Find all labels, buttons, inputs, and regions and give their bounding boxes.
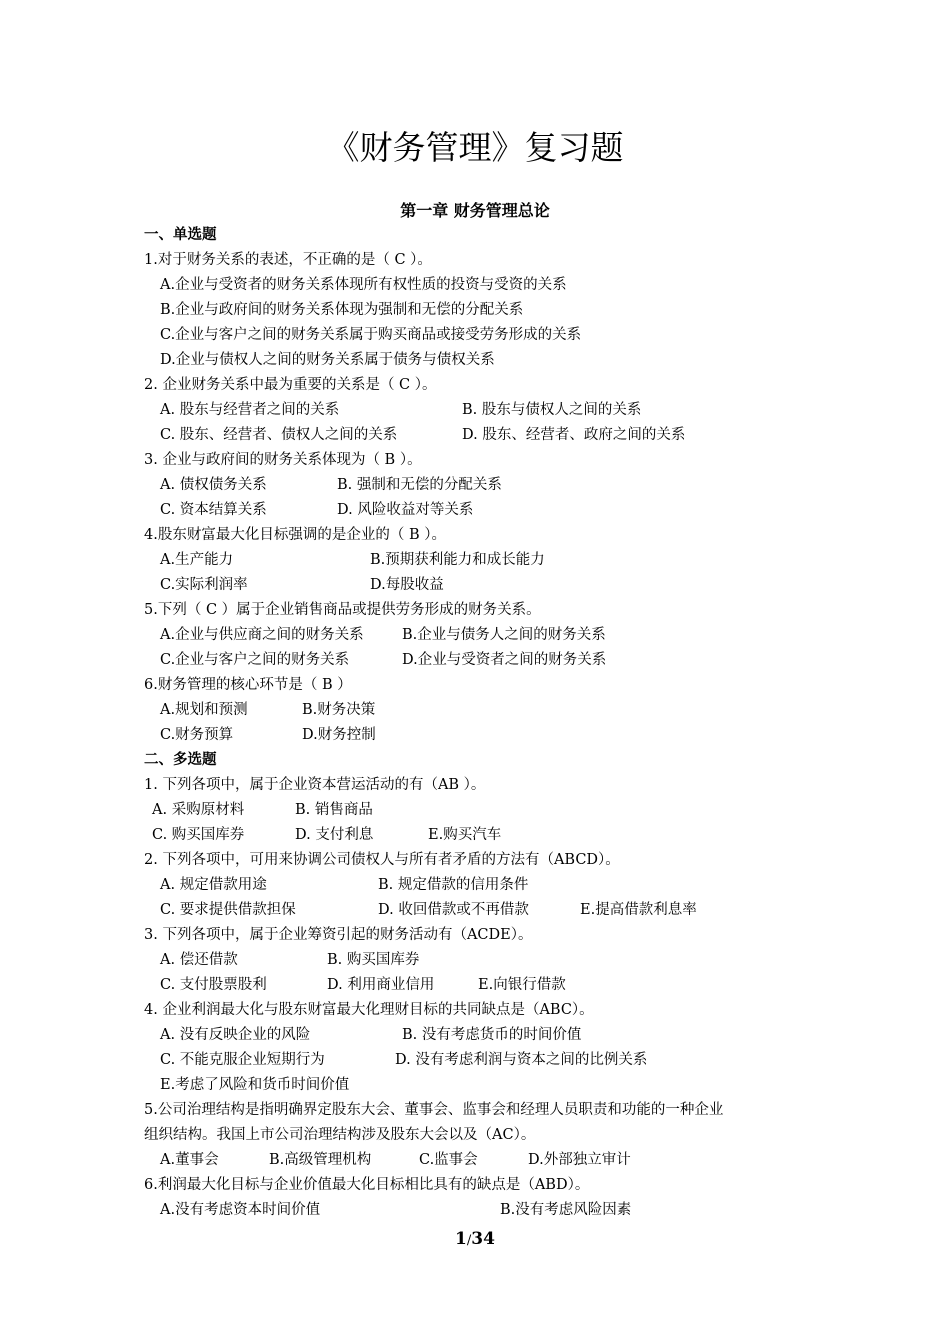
answer-option: D. 收回借款或不再借款 xyxy=(378,902,529,918)
question-text: 6.财务管理的核心环节是（ B ） xyxy=(144,677,352,693)
answer-option: C. 要求提供借款担保 xyxy=(160,902,296,918)
question-text: 1. 下列各项中，属于企业资本营运活动的有（AB ）。 xyxy=(144,777,486,793)
answer-option: C.企业与客户之间的财务关系属于购买商品或接受劳务形成的关系 xyxy=(160,327,582,343)
question-text: 2. 下列各项中，可用来协调公司债权人与所有者矛盾的方法有（ABCD）。 xyxy=(144,852,620,868)
answer-option: D. 风险收益对等关系 xyxy=(337,502,474,518)
question-text: 2. 企业财务关系中最为重要的关系是（ C ）。 xyxy=(144,377,437,393)
answer-option: D.企业与债权人之间的财务关系属于债务与债权关系 xyxy=(160,352,495,368)
option-row xyxy=(144,398,824,423)
answer-option: B. 购买国库券 xyxy=(327,952,420,968)
answer-option: C. 资本结算关系 xyxy=(160,502,267,518)
option-row xyxy=(144,1073,824,1098)
question-list xyxy=(144,223,824,1223)
option-row xyxy=(144,548,824,573)
option-row xyxy=(144,1148,824,1173)
section-heading: 一、单选题 xyxy=(144,227,217,243)
answer-option: A.董事会 xyxy=(160,1152,219,1168)
option-row xyxy=(144,623,824,648)
chapter-title: 第一章 财务管理总论 xyxy=(400,201,550,220)
answer-option: E.提高借款利息率 xyxy=(580,902,697,918)
option-row xyxy=(144,473,824,498)
answer-option: A. 规定借款用途 xyxy=(160,877,267,893)
answer-option: D.企业与受资者之间的财务关系 xyxy=(402,652,607,668)
answer-option: C.监事会 xyxy=(419,1152,478,1168)
answer-option: C.实际利润率 xyxy=(160,577,248,593)
answer-option: E.向银行借款 xyxy=(478,977,566,993)
option-row xyxy=(144,898,824,923)
option-row xyxy=(144,823,824,848)
answer-option: A.规划和预测 xyxy=(160,702,248,718)
answer-option: A. 股东与经营者之间的关系 xyxy=(160,402,340,418)
option-row xyxy=(144,348,824,373)
question-text: 4.股东财富最大化目标强调的是企业的（ B ）。 xyxy=(144,527,446,543)
option-row xyxy=(144,498,824,523)
option-row xyxy=(144,973,824,998)
option-row xyxy=(144,423,824,448)
answer-option: D. 支付利息 xyxy=(295,827,374,843)
answer-option: D. 股东、经营者、政府之间的关系 xyxy=(462,427,686,443)
answer-option: B.财务决策 xyxy=(302,702,376,718)
document-title: 《财务管理》复习题 xyxy=(326,128,624,167)
answer-option: B. 规定借款的信用条件 xyxy=(378,877,529,893)
option-row xyxy=(144,1048,824,1073)
question-text: 3. 企业与政府间的财务关系体现为（ B ）。 xyxy=(144,452,422,468)
current-page: 1 xyxy=(455,1229,467,1249)
answer-option: A. 偿还借款 xyxy=(160,952,238,968)
answer-option: A. 债权债务关系 xyxy=(160,477,267,493)
option-row xyxy=(144,948,824,973)
answer-option: B.没有考虑风险因素 xyxy=(500,1202,632,1218)
answer-option: A.企业与供应商之间的财务关系 xyxy=(160,627,364,643)
answer-option: A.没有考虑资本时间价值 xyxy=(160,1202,321,1218)
answer-option: B.高级管理机构 xyxy=(269,1152,372,1168)
answer-option: B.企业与政府间的财务关系体现为强制和无偿的分配关系 xyxy=(160,302,524,318)
answer-option: A. 没有反映企业的风险 xyxy=(160,1027,311,1043)
answer-option: A.企业与受资者的财务关系体现所有权性质的投资与受资的关系 xyxy=(160,277,567,293)
answer-option: A. 采购原材料 xyxy=(152,802,245,818)
option-row xyxy=(144,273,824,298)
option-row xyxy=(144,873,824,898)
question-text: 4. 企业利润最大化与股东财富最大化理财目标的共同缺点是（ABC）。 xyxy=(144,1002,594,1018)
answer-option: C. 购买国库券 xyxy=(152,827,245,843)
option-row xyxy=(144,1198,824,1223)
answer-option: C.财务预算 xyxy=(160,727,234,743)
question-text: 3. 下列各项中，属于企业筹资引起的财务活动有（ACDE）。 xyxy=(144,927,533,943)
answer-option: D. 没有考虑利润与资本之间的比例关系 xyxy=(395,1052,648,1068)
question-text: 5.公司治理结构是指明确界定股东大会、董事会、监事会和经理人员职责和功能的一种企业 xyxy=(144,1102,724,1118)
answer-option: A.生产能力 xyxy=(160,552,234,568)
option-row xyxy=(144,323,824,348)
answer-option: B. 股东与债权人之间的关系 xyxy=(462,402,642,418)
option-row xyxy=(144,298,824,323)
answer-option: B. 销售商品 xyxy=(295,802,373,818)
answer-option: B.企业与债务人之间的财务关系 xyxy=(402,627,606,643)
option-row xyxy=(144,648,824,673)
page-separator: / xyxy=(466,1233,472,1248)
question-text: 5.下列（ C ）属于企业销售商品或提供劳务形成的财务关系。 xyxy=(144,602,541,618)
answer-option: C. 支付股票股利 xyxy=(160,977,267,993)
answer-option: D.每股收益 xyxy=(370,577,444,593)
answer-option: E.购买汽车 xyxy=(428,827,502,843)
option-row xyxy=(144,1023,824,1048)
question-text: 1.对于财务关系的表述，不正确的是（ C ）。 xyxy=(144,252,432,268)
answer-option: C. 不能克服企业短期行为 xyxy=(160,1052,325,1068)
answer-option: C. 股东、经营者、债权人之间的关系 xyxy=(160,427,398,443)
answer-option: B.预期获利能力和成长能力 xyxy=(370,552,545,568)
option-row xyxy=(144,798,824,823)
page-number xyxy=(0,1226,950,1254)
question-text: 6.利润最大化目标与企业价值最大化目标相比具有的缺点是（ABD）。 xyxy=(144,1177,590,1193)
answer-option: C.企业与客户之间的财务关系 xyxy=(160,652,350,668)
option-row xyxy=(144,723,824,748)
total-pages: 34 xyxy=(471,1229,495,1249)
section-heading: 二、多选题 xyxy=(144,752,217,768)
question-text: 组织结构。我国上市公司治理结构涉及股东大会以及（AC）。 xyxy=(144,1127,536,1143)
answer-option: D.财务控制 xyxy=(302,727,376,743)
answer-option: E.考虑了风险和货币时间价值 xyxy=(160,1077,350,1093)
option-row xyxy=(144,573,824,598)
answer-option: D.外部独立审计 xyxy=(528,1152,631,1168)
option-row xyxy=(144,698,824,723)
answer-option: B. 没有考虑货币的时间价值 xyxy=(402,1027,582,1043)
answer-option: B. 强制和无偿的分配关系 xyxy=(337,477,502,493)
answer-option: D. 利用商业信用 xyxy=(327,977,435,993)
